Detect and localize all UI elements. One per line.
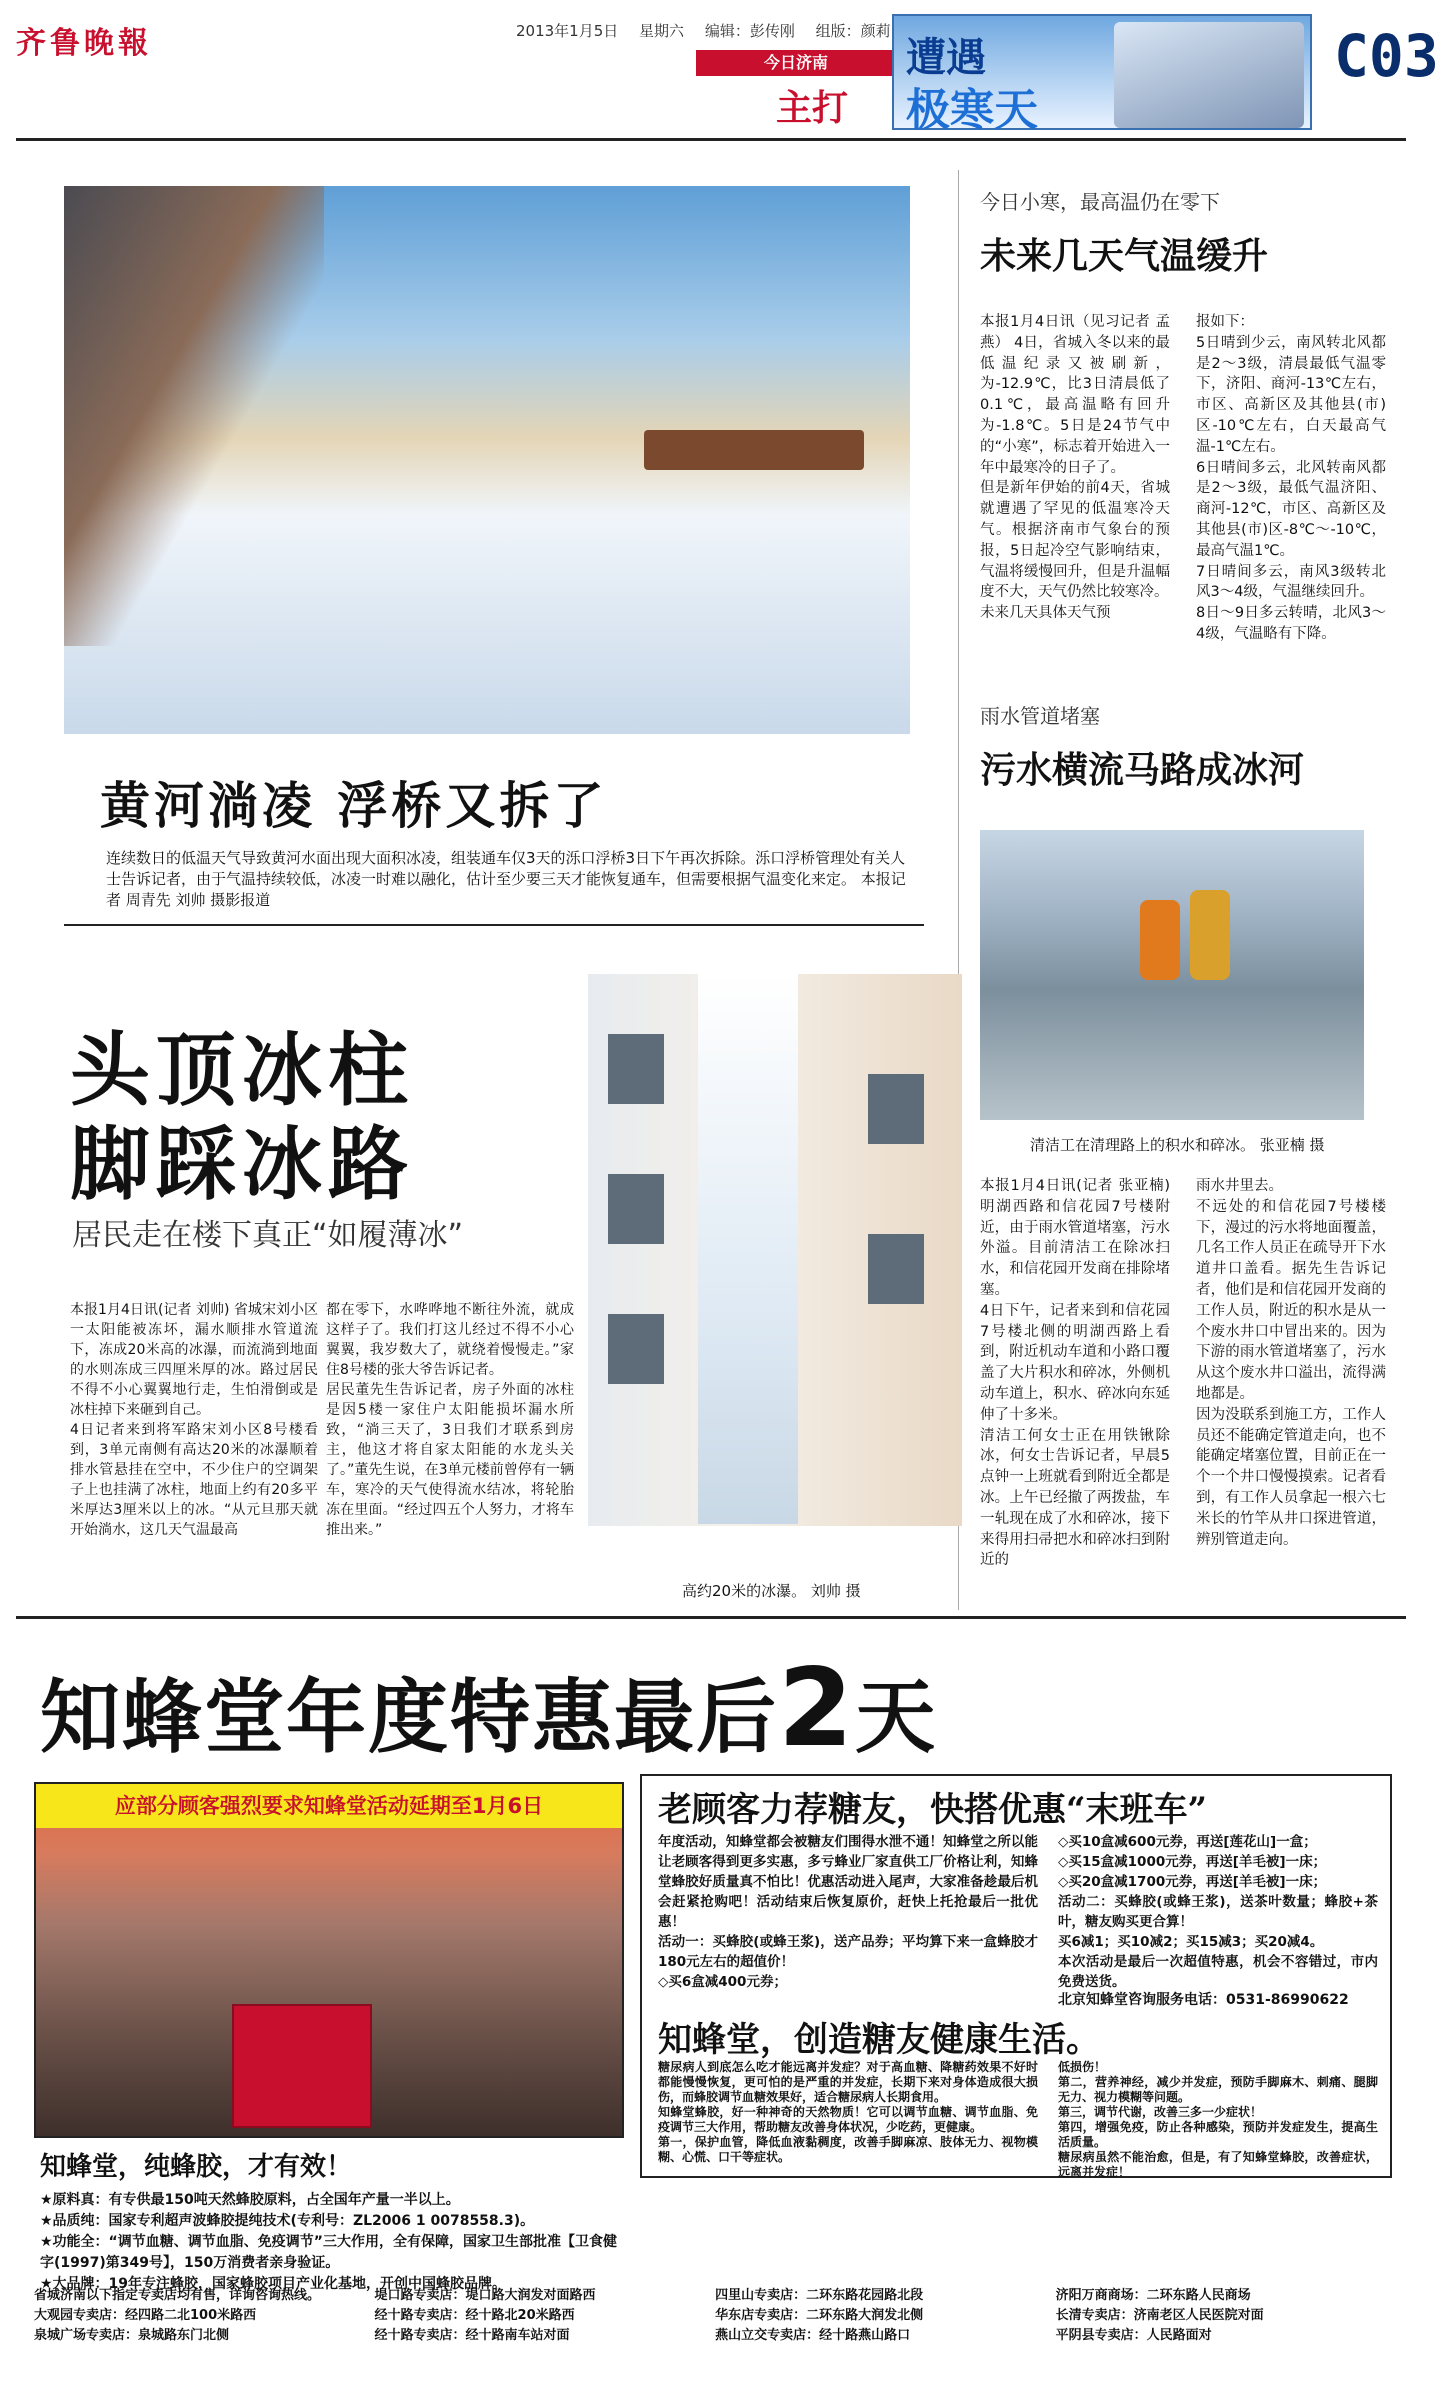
store-list (34, 2286, 1394, 2346)
weather-body-col1: 本报1月4日讯（见习记者 孟燕） 4日，省城入冬以来的最低温纪录又被刷新，为-12.9℃，比3日清晨低了0.1℃，最高温略有回升为-1.8℃。5日是24节气中的“小寒”，标志着开始进入一年中最寒冷的日子了。 但是新年伊始的前4天，省城就遭遇了罕见的低温寒冷天气。根据济南市气象台的预报，5日起冷空气影响结束，气温将缓慢回升，但是升温幅度不大，天气仍然比较寒冷。 未来几天具体天气预 (980, 314, 1170, 622)
weather-body-col2: 报如下： 5日晴到少云，南风转北风都是2～3级，清晨最低气温零下，济阳、商河-13℃左右，市区、高新区及其他县(市)区-10℃左右，白天最高气温-1℃左右。 6日晴间多云，北风转南风都是2～3级，最低气温济阳、商河-12℃，市区、高新区及其他县(市)区-8℃～-10℃，最高气温1℃。 7日晴间多云，南风3级转北风3～4级，气温继续回升。 8日～9日多云转晴，北风3～4级，气温略有下降。 (1196, 314, 1386, 642)
page-number: C03 (1334, 22, 1439, 90)
editor: 编辑：彭传刚 (704, 22, 795, 40)
ad-photo (34, 1782, 624, 2138)
ad-rule (16, 1616, 1406, 1619)
issue-weekday: 星期六 (639, 22, 685, 40)
layout-editor: 组版：颜莉 (815, 22, 891, 40)
gift-box-shape (232, 2004, 372, 2128)
ad-right-text-2a: 糖尿病人到底怎么吃才能远离并发症？对于高血糖、降糖药效果不好时都能慢慢恢复，更可怕的是严重的并发症，长期下来对身体造成很大损伤，而蜂胶调节血糖效果好，适合糖尿病人长期食用。 知蜂堂蜂胶，好一种神奇的天然物质！它可以调节血糖、调节血脂、免疫调节三大作用，帮助糖友改善身体状况，少吃药，更健康。 第一，保护血管，降低血液黏稠度，改善手脚麻凉、肢体无力、视物模糊、心慌、口干等症状。 (658, 2060, 1038, 2164)
ice-waterfall-shape (698, 974, 798, 1524)
pontoon-bridge-shape (64, 186, 324, 646)
ad-feature: ★大品牌：19年专注蜂胶，国家蜂胶项目产业化基地，开创中国蜂胶品牌。 (40, 2276, 507, 2292)
ad-right-text-2b: 低损伤！ 第二，营养神经，减少并发症，预防手脚麻木、刺痛、腿脚无力、视力模糊等问题。 第三，调节代谢，改善三多一少症状！ 第四，增强免疫，防止各种感染，预防并发症发生，提高生活质量。 糖尿病虽然不能治愈，但是，有了知蜂堂蜂胶，改善症状，远离并发症！ (1058, 2060, 1378, 2179)
icicle-headline-line1: 头顶冰柱 (70, 1024, 414, 1117)
yellow-river-photo (64, 186, 910, 734)
icicle-subhead: 居民走在楼下真正“如履薄冰” (72, 1218, 464, 1253)
issue-date: 2013年1月5日 (516, 22, 619, 40)
store-column: 省城济南以下指定专卖店均有售，详询咨询热线。 大观园专卖店：经四路二北100米路西 泉城广场专卖店：泉城路东门北侧 (34, 2288, 321, 2343)
sewage-photo (980, 830, 1364, 1120)
window-shape (608, 1174, 664, 1244)
section-name: 主打 (776, 88, 849, 129)
sewage-kicker: 雨水管道堵塞 (980, 704, 1100, 728)
ad-headline (40, 1646, 937, 1771)
icicle-body-col1: 本报1月4日讯(记者 刘帅) 省城宋刘小区一太阳能被冻坏，漏水顺排水管道流下，冻成20米高的冰瀑，而流淌到地面的水则冻成三四厘米厚的冰。路过居民不得不小心翼翼地行走，生怕滑倒或是冰柱掉下来砸到自己。 4日记者来到将军路宋刘小区8号楼看到，3单元南侧有高达20米的冰瀑顺着排水管悬挂在空中，不少住户的空调架子上也挂满了冰柱，地面上约有20多平米厚达3厘米以上的冰。“从元旦那天就开始淌水，这几天气温最高 (70, 1302, 318, 1538)
boat-shape (644, 430, 864, 470)
sewage-headline: 污水横流马路成冰河 (980, 750, 1305, 791)
ad-headline-main: 知蜂堂年度特惠最后 (40, 1670, 778, 1764)
icicle-body-col2: 都在零下，水哗哗地不断往外流，就成这样子了。我们打这儿经过不得不小心翼翼，我岁数大了，就绕着慢慢走。”家住8号楼的张大爷告诉记者。 居民董先生告诉记者，房子外面的冰柱是因5楼一家住户太阳能损坏漏水所致，“淌三天了，3日我们才联系到房主，他这才将自家太阳能的水龙头关了。”董先生说，在3单元楼前曾停有一辆车，寒冷的天气使得流水结冰，将轮胎冻在里面。“经过四五个人努力，才将车推出来。” (326, 1302, 574, 1538)
store-column: 四里山专卖店：二环东路花园路北段 华东店专卖店：二环东路大润发北侧 燕山立交专卖店：经十路燕山路口 (715, 2288, 924, 2343)
ad-right-headline-1: 老顾客力荐糖友，快搭优惠“末班车” (658, 1790, 1208, 1830)
banner-photo (1114, 22, 1304, 128)
yellow-river-headline: 黄河淌凌 浮桥又拆了 (100, 777, 608, 835)
yellow-river-caption: 连续数日的低温天气导致黄河水面出现大面积冰凌，组装通车仅3天的泺口浮桥3日下午再次拆除。泺口浮桥管理处有关人士告诉记者，由于气温持续较低，冰凌一时难以融化，估计至少要三天才能恢复通车，但需要根据气温变化来定。 本报记者 周青先 刘帅 摄影报道 (106, 849, 906, 909)
ad-right-text-1: 年度活动，知蜂堂都会被糖友们围得水泄不通！知蜂堂之所以能让老顾客得到更多实惠，多亏蜂业厂家直供工厂价格让利，知蜂堂蜂胶好质量真不怕比！优惠活动进入尾声，大家准备趁最后机会赶紧抢购吧！活动结束后恢复原价，赶快上托抢最后一批优惠！ (658, 1834, 1038, 1930)
icicle-headline-line2: 脚踩冰路 (70, 1118, 414, 1211)
ad-feature-list (40, 2190, 624, 2295)
sewage-caption: 清洁工在清理路上的积水和碎冰。 张亚楠 摄 (1030, 1136, 1325, 1154)
cold-wave-banner (892, 14, 1312, 136)
store-column: 堤口路专卖店：堤口路大润发对面路西 经十路专卖店：经十路北20米路西 经十路专卖店：经十路南车站对面 (374, 2288, 596, 2343)
worker-figure (1190, 890, 1230, 980)
store-column: 济阳万商商场：二环东路人民商场 长清专卖店：济南老区人民医院对面 平阴县专卖店：人民路面对 (1055, 2288, 1264, 2343)
window-shape (608, 1314, 664, 1384)
ad-right-offers: ◇买10盒减600元券，再送[莲花山]一盒； ◇买15盒减1000元券，再送[羊毛被]一床； ◇买20盒减1700元券，再送[羊毛被]一床； 活动二：买蜂胶(或蜂王浆)，送茶叶数量；蜂胶+茶叶，糖友购买更合算！ 买6减1；买10减2；买15减3；买20减4。 本次活动是最后一次超值特惠，机会不容错过，市内免费送货。 (1058, 1834, 1378, 1990)
window-shape (608, 1034, 664, 1104)
issue-meta (516, 20, 907, 41)
weather-kicker: 今日小寒，最高温仍在零下 (980, 190, 1220, 214)
banner-line-2: 极寒天 (906, 85, 1038, 136)
sewage-body-col1: 本报1月4日讯(记者 张亚楠) 明湖西路和信花园7号楼附近，由于雨水管道堵塞，污水外溢。目前清洁工在除冰扫水，和信花园开发商在排除堵塞。 4日下午，记者来到和信花园7号楼北侧的明湖西路上看到，附近机动车道和小路口覆盖了大片积水和碎冰，外侧机动车道上，积水、碎冰向东延伸了十多米。 清洁工何女士正在用铁锹除冰，何女士告诉记者，早晨5点钟一上班就看到附近全都是冰。上午已经撤了两拨盐，车一轧现在成了水和碎冰，接下来得用扫帚把水和碎冰扫到附近的 (980, 1178, 1170, 1569)
ad-right-headline-2: 知蜂堂，创造糖友健康生活。 (658, 2020, 1100, 2060)
top-rule (16, 138, 1406, 141)
story-divider (64, 924, 924, 926)
masthead (16, 14, 1439, 136)
window-shape (868, 1234, 924, 1304)
ad-feature: ★品质纯：国家专利超声波蜂胶提纯技术(专利号：ZL2006 1 0078558.3)。 (40, 2213, 535, 2229)
ad-right-text-1b: 活动一：买蜂胶(或蜂王浆)，送产品券；平均算下来一盒蜂胶才180元左右的超值价！ ◇买6盒减400元券； (658, 1934, 1038, 1990)
worker-figure (1140, 900, 1180, 980)
ad-photo-banner: 应部分顾客强烈要求知蜂堂活动延期至1月6日 (36, 1784, 622, 1828)
ad-slogan: 知蜂堂，纯蜂胶，才有效！ (40, 2152, 353, 2182)
icicle-photo (588, 974, 962, 1526)
ad-feature: ★功能全：“调节血糖、调节血脂、免疫调节”三大作用，全有保障，国家卫生部批准【卫食健字(1997)第349号】，150万消费者亲身验证。 (40, 2234, 617, 2271)
icicle-caption: 高约20米的冰瀑。 刘帅 摄 (682, 1582, 861, 1600)
newspaper-logo: 齐鲁晚報 (16, 26, 152, 61)
ad-headline-end: 天 (855, 1670, 938, 1764)
banner-line-1: 遭遇 (906, 35, 986, 81)
section-tag: 今日济南 (696, 50, 896, 76)
ad-headline-number: 2 (778, 1646, 856, 1771)
ad-feature: ★原料真：有专供最150吨天然蜂胶原料，占全国年产量一半以上。 (40, 2192, 460, 2208)
ad-right-panel (640, 1774, 1392, 2178)
weather-headline: 未来几天气温缓升 (980, 236, 1269, 277)
sewage-body-col2: 雨水井里去。 不远处的和信花园7号楼楼下，漫过的污水将地面覆盖，几名工作人员正在疏导开下水道井口盖看。据先生告诉记者，他们是和信花园开发商的工作人员，附近的积水是从一个废水井口中冒出来的。因为下游的雨水管道堵塞了，污水从这个废水井口溢出，流得满地都是。 因为没联系到施工方，工作人员还不能确定管道走向，也不能确定堵塞位置，目前正在一个一个井口慢慢摸索。记者看到，有工作人员拿起一根六七米长的竹竿从井口探进管道，辨别管道走向。 (1196, 1178, 1386, 1548)
ad-phone: 北京知蜂堂咨询服务电话：0531-86990622 (1058, 1992, 1349, 2008)
window-shape (868, 1074, 924, 1144)
